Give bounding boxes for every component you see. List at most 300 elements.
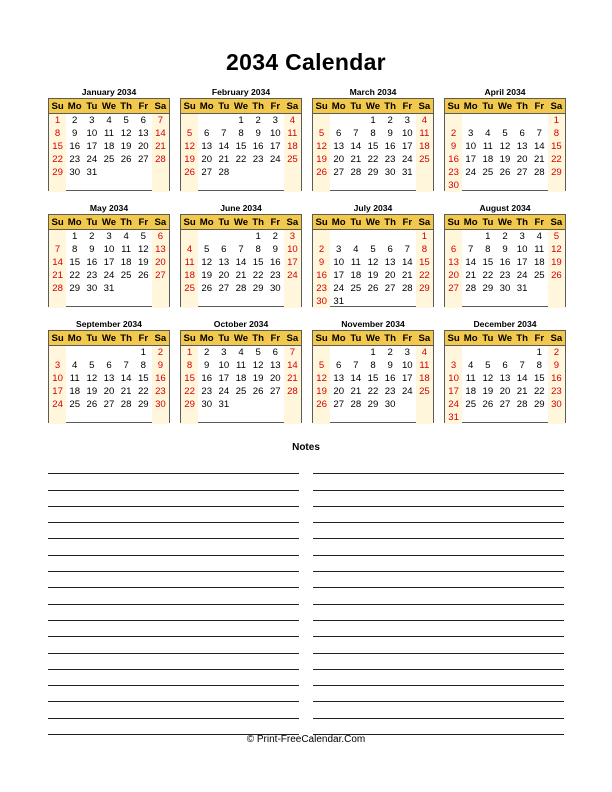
day-cell: 12 [367, 257, 379, 268]
day-cell: 19 [313, 153, 330, 166]
day-cell: 26 [548, 269, 565, 282]
day-cell: 9 [255, 128, 261, 139]
month-block [48, 86, 170, 192]
day-cell: 14 [465, 257, 477, 268]
day-cell: 28 [401, 283, 413, 294]
empty-cell [382, 295, 399, 308]
empty-cell [445, 295, 462, 308]
empty-cell [382, 411, 399, 424]
day-cell: 7 [353, 128, 359, 139]
day-cell: 11 [284, 127, 301, 140]
day-cell: 16 [201, 373, 213, 384]
day-cell: 18 [235, 373, 247, 384]
day-cell: 28 [49, 282, 66, 295]
weekday-label: Tu [350, 217, 362, 228]
empty-cell [416, 166, 433, 179]
note-line [48, 719, 299, 735]
day-cell: 7 [238, 244, 244, 255]
weekday-label: Sa [286, 101, 299, 112]
month-block [48, 202, 170, 308]
day-cell: 23 [499, 270, 511, 281]
day-cell: 10 [103, 244, 115, 255]
day-cell: 22 [252, 270, 264, 281]
days-grid [445, 114, 565, 191]
month-name: July 2034 [353, 203, 393, 213]
day-cell: 4 [72, 360, 78, 371]
day-cell: 16 [384, 373, 396, 384]
day-cell: 21 [284, 372, 301, 385]
day-cell: 16 [86, 257, 98, 268]
empty-cell [181, 114, 198, 127]
day-cell: 23 [152, 385, 169, 398]
day-cell: 5 [370, 244, 376, 255]
empty-cell [250, 411, 267, 424]
day-cell: 19 [548, 256, 565, 269]
day-cell: 9 [272, 244, 278, 255]
day-cell: 27 [137, 154, 149, 165]
day-cell: 15 [252, 257, 264, 268]
day-cell: 1 [140, 347, 146, 358]
day-cell: 29 [252, 283, 264, 294]
day-cell: 17 [401, 373, 413, 384]
day-cell: 20 [445, 269, 462, 282]
weekday-label: Mo [67, 333, 82, 344]
day-cell: 22 [181, 385, 198, 398]
day-cell: 15 [235, 141, 247, 152]
day-cell: 21 [465, 270, 477, 281]
empty-cell [364, 179, 381, 192]
day-cell: 8 [140, 360, 146, 371]
note-line [48, 670, 299, 686]
day-cell: 4 [485, 128, 491, 139]
day-cell: 10 [86, 128, 98, 139]
day-cell: 12 [181, 140, 198, 153]
days-grid [445, 346, 565, 423]
empty-cell [49, 346, 66, 359]
day-cell: 28 [350, 399, 362, 410]
weekday-label: Mo [331, 101, 346, 112]
day-cell: 2 [313, 243, 330, 256]
day-cell: 26 [367, 283, 379, 294]
day-cell: 14 [284, 359, 301, 372]
day-cell: 12 [313, 372, 330, 385]
day-cell: 19 [313, 385, 330, 398]
day-cell: 30 [313, 295, 330, 308]
weekday-label: Mo [199, 101, 214, 112]
day-cell: 19 [181, 153, 198, 166]
weekday-header [445, 331, 565, 346]
weekday-label: Th [252, 333, 264, 344]
month-table [312, 214, 434, 307]
day-cell: 4 [416, 114, 433, 127]
weekday-label: Th [516, 333, 528, 344]
day-cell: 9 [387, 128, 393, 139]
days-grid [313, 230, 433, 307]
day-cell: 11 [465, 373, 476, 384]
empty-cell [514, 346, 531, 359]
empty-cell [313, 411, 330, 424]
day-cell: 25 [416, 385, 433, 398]
note-line [313, 702, 564, 718]
day-cell: 29 [367, 399, 379, 410]
day-cell: 8 [416, 243, 433, 256]
empty-cell [118, 346, 135, 359]
weekday-label: Su [183, 333, 196, 344]
weekday-label: Su [315, 101, 328, 112]
weekday-label: Tu [482, 217, 494, 228]
day-cell: 18 [350, 270, 362, 281]
empty-cell [514, 411, 531, 424]
day-cell: 12 [482, 373, 494, 384]
day-cell: 21 [235, 270, 247, 281]
day-cell: 7 [519, 360, 525, 371]
day-cell: 28 [350, 167, 362, 178]
weekday-label: Mo [463, 101, 478, 112]
day-cell: 27 [218, 283, 230, 294]
month-name: March 2034 [349, 87, 397, 97]
weekday-label: Th [384, 217, 396, 228]
weekday-label: Fr [270, 101, 281, 112]
day-cell: 25 [235, 386, 247, 397]
day-cell: 8 [370, 360, 376, 371]
month-table [444, 214, 566, 307]
day-cell: 16 [499, 257, 511, 268]
day-cell: 27 [516, 167, 528, 178]
weekday-label: Fr [138, 333, 149, 344]
day-cell: 27 [499, 399, 511, 410]
day-cell: 5 [548, 230, 565, 243]
day-cell: 24 [269, 154, 281, 165]
empty-cell [284, 398, 301, 411]
day-cell: 3 [49, 359, 66, 372]
weekday-label: Su [315, 217, 328, 228]
empty-cell [181, 295, 198, 308]
days-grid [49, 114, 169, 191]
empty-cell [267, 411, 284, 424]
day-cell: 28 [465, 283, 477, 294]
day-cell: 18 [284, 140, 301, 153]
day-cell: 3 [445, 359, 462, 372]
weekday-label: Fr [534, 101, 545, 112]
day-cell: 26 [181, 166, 198, 179]
day-cell: 27 [445, 282, 462, 295]
empty-cell [479, 179, 496, 192]
note-line [313, 507, 564, 523]
weekday-label: We [233, 217, 249, 228]
weekday-label: Mo [199, 333, 214, 344]
day-cell: 5 [313, 359, 330, 372]
weekday-label: We [101, 333, 117, 344]
day-cell: 13 [516, 141, 528, 152]
empty-cell [313, 346, 330, 359]
day-cell: 3 [336, 244, 342, 255]
day-cell: 15 [367, 141, 379, 152]
weekday-label: Tu [218, 217, 230, 228]
empty-cell [135, 179, 152, 192]
day-cell: 25 [69, 399, 81, 410]
day-cell: 13 [201, 141, 213, 152]
day-cell: 18 [416, 372, 433, 385]
weekday-label: We [497, 333, 513, 344]
day-cell: 18 [416, 140, 433, 153]
day-cell: 26 [313, 398, 330, 411]
empty-cell [100, 179, 117, 192]
empty-cell [462, 295, 479, 308]
note-line [48, 686, 299, 702]
day-cell: 16 [548, 372, 565, 385]
day-cell: 18 [120, 257, 132, 268]
day-cell: 5 [204, 244, 210, 255]
month-name: December 2034 [473, 319, 537, 329]
day-cell: 5 [181, 127, 198, 140]
day-cell: 16 [445, 153, 462, 166]
empty-cell [181, 230, 198, 243]
day-cell: 10 [49, 372, 66, 385]
day-cell: 24 [465, 167, 477, 178]
day-cell: 27 [152, 269, 169, 282]
day-cell: 29 [482, 283, 494, 294]
day-cell: 3 [272, 115, 278, 126]
day-cell: 24 [333, 283, 345, 294]
day-cell: 6 [204, 128, 210, 139]
day-cell: 30 [384, 167, 396, 178]
day-cell: 3 [468, 128, 474, 139]
weekday-label: We [365, 217, 381, 228]
day-cell: 29 [137, 399, 149, 410]
empty-cell [364, 295, 381, 308]
day-cell: 11 [350, 257, 361, 268]
days-grid [445, 230, 565, 307]
day-cell: 13 [333, 373, 345, 384]
empty-cell [445, 114, 462, 127]
empty-cell [181, 411, 198, 424]
empty-cell [284, 282, 301, 295]
weekday-label: Sa [418, 333, 431, 344]
empty-cell [347, 295, 364, 308]
weekday-label: Tu [86, 101, 98, 112]
empty-cell [215, 230, 232, 243]
day-cell: 1 [72, 231, 78, 242]
day-cell: 10 [445, 372, 462, 385]
month-block [312, 318, 434, 424]
weekday-label: Sa [286, 333, 299, 344]
day-cell: 11 [181, 256, 198, 269]
day-cell: 6 [106, 360, 112, 371]
weekday-label: Fr [270, 333, 281, 344]
note-line [48, 458, 299, 474]
day-cell: 6 [445, 243, 462, 256]
month-table [312, 98, 434, 191]
weekday-label: Th [252, 101, 264, 112]
day-cell: 14 [350, 373, 362, 384]
empty-cell [250, 398, 267, 411]
weekday-label: Fr [402, 217, 413, 228]
day-cell: 27 [201, 167, 213, 178]
day-cell: 28 [235, 283, 247, 294]
empty-cell [49, 295, 66, 308]
empty-cell [347, 230, 364, 243]
day-cell: 25 [103, 154, 115, 165]
weekday-label: We [233, 101, 249, 112]
empty-cell [135, 166, 152, 179]
day-cell: 22 [482, 270, 494, 281]
weekday-label: Th [384, 101, 396, 112]
empty-cell [152, 411, 169, 424]
month-table [180, 214, 302, 307]
day-cell: 15 [137, 373, 149, 384]
day-cell: 22 [49, 153, 66, 166]
day-cell: 20 [499, 386, 511, 397]
weekday-label: Sa [154, 333, 167, 344]
month-name: April 2034 [484, 87, 526, 97]
month-table [180, 98, 302, 191]
weekday-label: Mo [67, 217, 82, 228]
day-cell: 16 [269, 257, 281, 268]
day-cell: 6 [140, 115, 146, 126]
note-line [48, 491, 299, 507]
day-cell: 23 [69, 154, 81, 165]
day-cell: 31 [103, 283, 115, 294]
note-line [48, 621, 299, 637]
month-table [312, 330, 434, 423]
day-cell: 30 [548, 398, 565, 411]
day-cell: 10 [284, 243, 301, 256]
empty-cell [531, 411, 548, 424]
day-cell: 14 [152, 127, 169, 140]
notes-column-right [313, 458, 564, 735]
empty-cell [135, 411, 152, 424]
empty-cell [514, 114, 531, 127]
day-cell: 14 [49, 256, 66, 269]
empty-cell [152, 179, 169, 192]
day-cell: 22 [416, 269, 433, 282]
empty-cell [118, 282, 135, 295]
empty-cell [496, 179, 513, 192]
day-cell: 8 [72, 244, 78, 255]
note-line [313, 491, 564, 507]
weekday-label: Mo [331, 217, 346, 228]
day-cell: 12 [313, 140, 330, 153]
empty-cell [416, 411, 433, 424]
note-line [313, 605, 564, 621]
empty-cell [267, 166, 284, 179]
day-cell: 18 [181, 269, 198, 282]
empty-cell [548, 179, 565, 192]
notes-area [48, 458, 564, 736]
day-cell: 3 [89, 115, 95, 126]
empty-cell [445, 346, 462, 359]
day-cell: 17 [333, 270, 345, 281]
day-cell: 13 [218, 257, 230, 268]
empty-cell [531, 114, 548, 127]
month-name: January 2034 [81, 87, 137, 97]
day-cell: 4 [284, 114, 301, 127]
note-line [48, 523, 299, 539]
day-cell: 20 [103, 386, 115, 397]
empty-cell [49, 179, 66, 192]
day-cell: 4 [468, 360, 474, 371]
day-cell: 3 [106, 231, 112, 242]
empty-cell [462, 114, 479, 127]
day-cell: 25 [482, 167, 494, 178]
day-cell: 2 [72, 115, 78, 126]
empty-cell [416, 295, 433, 308]
notes-title: Notes [292, 442, 320, 453]
day-cell: 26 [499, 167, 511, 178]
empty-cell [462, 179, 479, 192]
day-cell: 14 [516, 373, 528, 384]
day-cell: 8 [49, 127, 66, 140]
day-cell: 26 [313, 166, 330, 179]
day-cell: 13 [152, 243, 169, 256]
empty-cell [531, 282, 548, 295]
empty-cell [100, 166, 117, 179]
day-cell: 24 [103, 270, 115, 281]
day-cell: 6 [336, 128, 342, 139]
weekday-label: Sa [550, 101, 563, 112]
empty-cell [66, 411, 83, 424]
day-cell: 15 [533, 373, 545, 384]
weekday-label: Mo [463, 217, 478, 228]
note-line [48, 539, 299, 555]
day-cell: 29 [49, 166, 66, 179]
weekday-label: Su [51, 101, 64, 112]
day-cell: 25 [465, 399, 477, 410]
day-cell: 6 [387, 244, 393, 255]
empty-cell [118, 166, 135, 179]
empty-cell [83, 346, 100, 359]
day-cell: 15 [482, 257, 494, 268]
weekday-label: Tu [218, 333, 230, 344]
day-cell: 20 [384, 270, 396, 281]
day-cell: 23 [252, 154, 264, 165]
note-line [313, 556, 564, 572]
day-cell: 20 [201, 154, 213, 165]
day-cell: 17 [218, 373, 230, 384]
day-cell: 9 [445, 140, 462, 153]
weekday-label: Sa [550, 333, 563, 344]
empty-cell [548, 411, 565, 424]
empty-cell [399, 411, 416, 424]
day-cell: 9 [152, 359, 169, 372]
month-name: November 2034 [341, 319, 405, 329]
day-cell: 10 [269, 128, 281, 139]
empty-cell [232, 295, 249, 308]
day-cell: 30 [384, 399, 396, 410]
month-block [180, 86, 302, 192]
empty-cell [135, 295, 152, 308]
weekday-label: Tu [218, 101, 230, 112]
day-cell: 22 [548, 153, 565, 166]
day-cell: 20 [516, 154, 528, 165]
days-grid [181, 230, 301, 307]
empty-cell [118, 411, 135, 424]
day-cell: 21 [49, 269, 66, 282]
day-cell: 14 [120, 373, 132, 384]
day-cell: 2 [204, 347, 210, 358]
day-cell: 22 [367, 386, 379, 397]
month-table [444, 330, 566, 423]
day-cell: 23 [269, 270, 281, 281]
empty-cell [83, 411, 100, 424]
day-cell: 7 [152, 114, 169, 127]
month-block [312, 86, 434, 192]
day-cell: 18 [69, 386, 81, 397]
note-line [313, 523, 564, 539]
day-cell: 2 [255, 115, 261, 126]
note-line [48, 654, 299, 670]
empty-cell [49, 230, 66, 243]
